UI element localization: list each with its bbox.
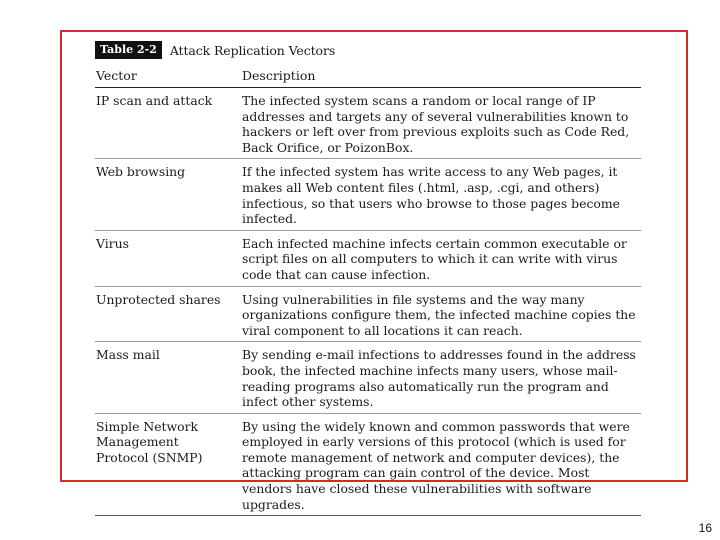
- row-description: The infected system scans a random or local range of IP addresses and targets any of several vulnerabilities known to hackers or left over from previous exploits such as Code Red, Back Orifice, or PoizonBox.: [242, 93, 630, 155]
- table-row: [95, 231, 641, 287]
- row-description: By sending e-mail infections to addresses found in the address book, the infected machine infects many users, whose mail-reading programs also automatically run the program and infect other systems.: [242, 347, 636, 410]
- row-vector: Simple Network Management Protocol (SNMP): [96, 418, 203, 465]
- header-description: Description: [242, 68, 316, 83]
- row-vector: Mass mail: [96, 347, 160, 363]
- row-description: Using vulnerabilities in file systems and the way many organizations configure them, the infected machine copies the viral component to all locations it can reach.: [242, 291, 636, 338]
- table-row: [95, 342, 641, 413]
- row-description: Each infected machine infects certain common executable or script files on all computers to which it can write with virus code that can cause infection.: [242, 235, 627, 282]
- row-description: If the infected system has write access to any Web pages, it makes all Web content files (.html, .asp, .cgi, and others) infectious, so that users who browse to those pages become infected.: [242, 164, 620, 227]
- table-row: [95, 88, 641, 159]
- table-header: [95, 66, 641, 88]
- table-row: [95, 159, 641, 230]
- table-title: Attack Replication Vectors: [169, 42, 336, 58]
- row-description: By using the widely known and common passwords that were employed in early versions of this protocol (which is used for remote management of network and computer devices), the attacking program can gain control of the device. Most vendors have closed these vulnerabilities with software upgrades.: [242, 418, 630, 512]
- table-row: [95, 287, 641, 343]
- table-figure: [95, 40, 641, 516]
- page-number: 16: [698, 521, 712, 535]
- table-tag: Table 2-2: [95, 41, 162, 59]
- table-caption: [95, 40, 641, 60]
- header-vector: Vector: [96, 68, 137, 83]
- row-vector: Virus: [96, 235, 129, 251]
- row-vector: Unprotected shares: [96, 291, 221, 307]
- row-vector: IP scan and attack: [96, 93, 213, 108]
- table-row: [95, 414, 641, 517]
- row-vector: Web browsing: [96, 164, 186, 180]
